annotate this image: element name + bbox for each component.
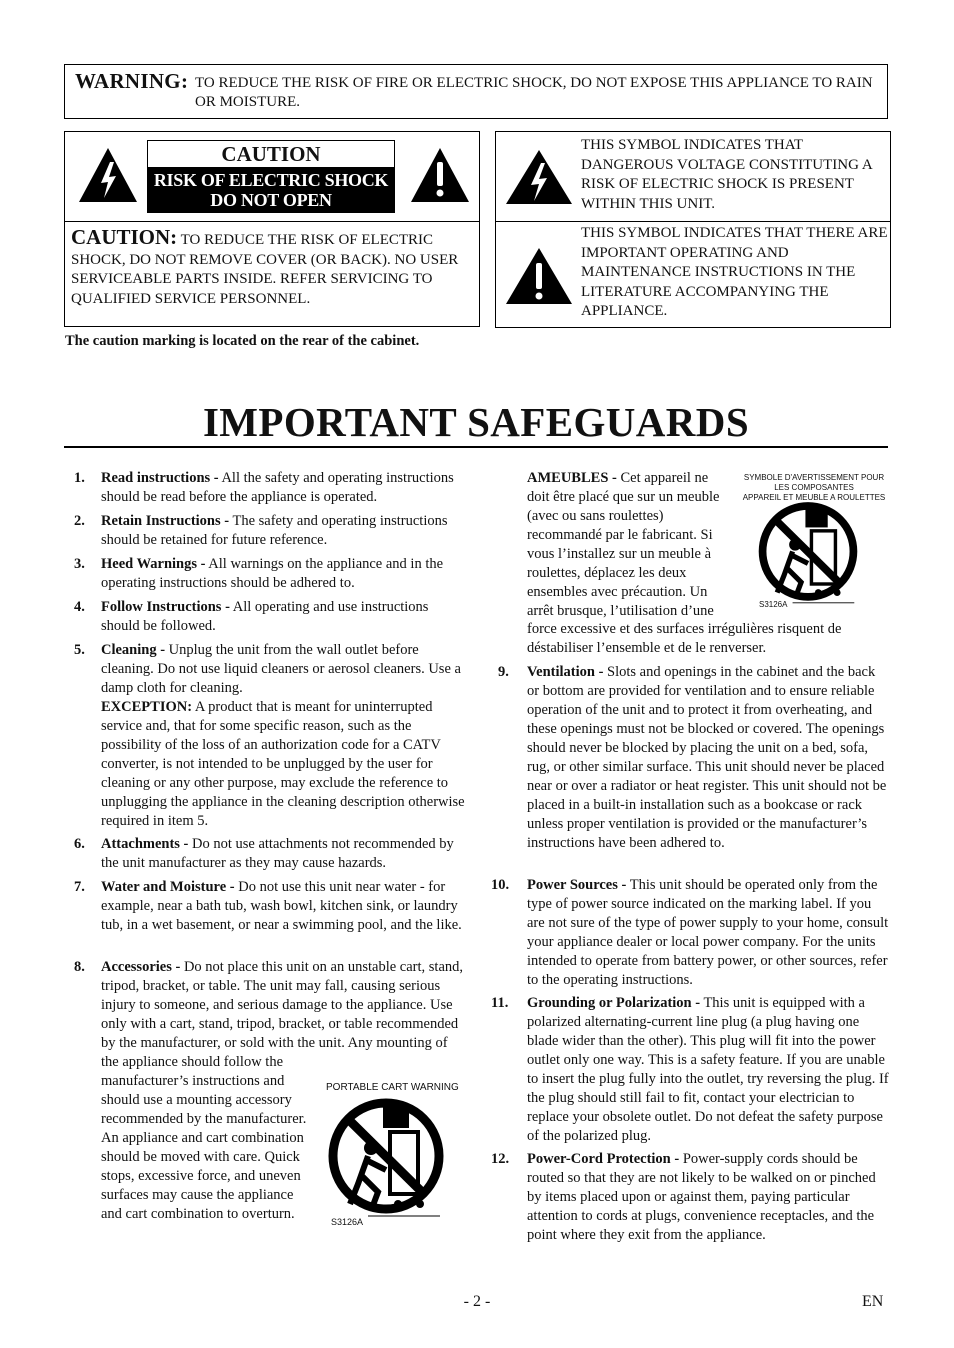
item-heading: Attachments - bbox=[101, 836, 189, 852]
caution-title: CAUTION: bbox=[71, 225, 178, 249]
caution-label-line2: DO NOT OPEN bbox=[210, 190, 332, 210]
exclamation-warning-icon bbox=[409, 146, 471, 204]
page-title: IMPORTANT SAFEGUARDS bbox=[202, 399, 750, 445]
item-text: Power-supply cords should be routed so that they are not likely to be walked on or pinched by items placed upon or against them, paying particular attention to cords at plugs, convenience receptacles, and the point where they exit from the appliance. bbox=[527, 1151, 876, 1243]
item-body bbox=[101, 598, 467, 636]
lightning-symbol-text: THIS SYMBOL INDICATES THAT DANGEROUS VOLTAGE CONSTITUTING A RISK OF ELECTRIC SHOCK IS PRESENT WITHIN THIS UNIT. bbox=[581, 137, 872, 212]
item-text: All warnings on the appliance and in the operating instructions should be adhered to. bbox=[101, 556, 444, 591]
cart-warning-caption: PORTABLE CART WARNING bbox=[326, 1082, 459, 1093]
item-text: Cet appareil ne doit être placé que sur un meuble (avec ou sans roulettes) recommandé par le fabricant. Si vous l’installez sur un meuble à roulettes, déplacez les deux ensembles avec précaution. Un arrêt brusque, l’utilisation d’une bbox=[527, 470, 720, 619]
item-heading: Read instructions - bbox=[101, 470, 219, 486]
lightning-symbol-icon bbox=[504, 148, 574, 206]
item-body bbox=[101, 835, 467, 873]
item-number: 9. bbox=[498, 664, 509, 680]
language-code: EN bbox=[862, 1293, 884, 1310]
item-number: 2. bbox=[74, 513, 85, 529]
item-heading: Grounding or Polarization - bbox=[527, 995, 701, 1011]
caution-body: TO REDUCE THE RISK OF ELECTRIC SHOCK, DO NOT REMOVE COVER (OR BACK). NO USER SERVICEABLE PARTS INSIDE. REFER SERVICING TO QUALIFIED SERVICE PERSONNEL. bbox=[71, 232, 459, 307]
item-heading: Accessories - bbox=[101, 959, 181, 975]
item-body bbox=[527, 1150, 890, 1245]
cart-warning-code: S3126A bbox=[331, 1217, 364, 1227]
symbol-legend-box bbox=[495, 131, 891, 328]
item-heading: Water and Moisture - bbox=[101, 879, 235, 895]
item-body bbox=[527, 876, 890, 990]
caution-label bbox=[147, 140, 395, 213]
item-heading: Retain Instructions - bbox=[101, 513, 230, 529]
item-body bbox=[101, 958, 467, 1072]
item-heading: Heed Warnings - bbox=[101, 556, 206, 572]
item-heading: Power-Cord Protection - bbox=[527, 1151, 680, 1167]
item-text: All operating and use instructions should be followed. bbox=[101, 599, 429, 634]
caution-box bbox=[64, 131, 480, 327]
divider bbox=[496, 221, 890, 222]
item-heading: AMEUBLES - bbox=[527, 470, 617, 486]
item-number: 1. bbox=[74, 470, 85, 486]
item-body bbox=[101, 641, 467, 831]
cart-warning-fr-code: S3126A bbox=[759, 600, 788, 609]
no-cart-tipping-icon bbox=[328, 1096, 444, 1222]
item-heading: Ventilation - bbox=[527, 664, 604, 680]
item-body bbox=[101, 555, 467, 593]
item-text: All the safety and operating instructions should be read before the appliance is operated. bbox=[101, 470, 454, 505]
page-number: - 2 - bbox=[463, 1293, 491, 1310]
divider bbox=[65, 221, 479, 222]
item-text: This unit should be operated only from the type of power source indicated on the marking label. If you are not sure of the type of power supply to your home, consult your appliance dealer or local power company. For the units intended to operate from battery power, or other sources, refer to the operating instructions. bbox=[527, 877, 889, 988]
exclamation-symbol-icon bbox=[504, 246, 574, 306]
item-text: Slots and openings in the cabinet and the back or bottom are provided for ventilation and to ensure reliable operation of the unit and to protect it from overheating, and these openings must not be blocked or covered. The openings should never be blocked by placing the unit on a bed, sofa, rug, or other similar surface. This unit should never be placed near or over a radiator or heat register. This unit should not be placed in a built-in installation such as a bookcase or rack unless proper ventilation is provided or the manufacturer’s instructions have been adhered to. bbox=[527, 664, 887, 851]
item-number: 11. bbox=[491, 995, 509, 1011]
cart-warning-fr-caption bbox=[740, 473, 888, 503]
lightning-warning-icon bbox=[77, 146, 139, 204]
item-text: Do not use this unit near water - for example, near a bath tub, wash bowl, kitchen sink, or laundry tub, in a wet basement, or near a swimming pool, and the like. bbox=[101, 879, 462, 933]
warning-title: WARNING: bbox=[75, 69, 189, 93]
item-number: 6. bbox=[74, 836, 85, 852]
item-number: 12. bbox=[491, 1151, 510, 1167]
item-body bbox=[527, 663, 889, 853]
item-number: 4. bbox=[74, 599, 85, 615]
list-item-continuation: force excessive et des surfaces irrégulières risquent de déstabiliser l’ensemble et de le renverser. bbox=[527, 621, 842, 656]
cart-warning-fr-line2: LES COMPOSANTES bbox=[774, 483, 854, 492]
item-number: 3. bbox=[74, 556, 85, 572]
item-number: 5. bbox=[74, 642, 85, 658]
item-body bbox=[101, 512, 467, 550]
item-number: 8. bbox=[74, 959, 85, 975]
item-number: 10. bbox=[491, 877, 510, 893]
caution-label-banner bbox=[148, 167, 394, 212]
item-body-narrow: manufacturer’s instructions and should use a mounting accessory recommended by the manufacturer. An appliance and cart combination should be moved with care. Quick stops, excessive force, and uneven surfaces may cause the appliance and cart combination to overturn. bbox=[101, 1073, 307, 1222]
cart-warning-fr-line1: SYMBOLE D'AVERTISSEMENT POUR bbox=[743, 473, 885, 482]
item-heading: Cleaning - bbox=[101, 642, 166, 658]
no-cart-tipping-icon-fr bbox=[756, 500, 860, 608]
exception-heading: EXCEPTION: bbox=[101, 699, 193, 715]
warning-box bbox=[64, 64, 888, 119]
caution-text bbox=[71, 225, 475, 309]
item-body bbox=[527, 469, 732, 621]
caution-label-line1: RISK OF ELECTRIC SHOCK bbox=[153, 170, 389, 190]
item-heading: Follow Instructions - bbox=[101, 599, 230, 615]
item-body bbox=[527, 994, 890, 1146]
exclamation-symbol-text: THIS SYMBOL INDICATES THAT THERE ARE IMPORTANT OPERATING AND MAINTENANCE INSTRUCTIONS IN THE LITERATURE ACCOMPANYING THE APPLIANCE. bbox=[581, 225, 888, 319]
exception-text: A product that is meant for uninterrupted service and, that for some specific reason, such as the possibility of the loss of an authorization code for a CATV converter, is not intended to be unplugged by the user for cleaning or any other purpose, may exclude the reference to unplugging the appliance in the cleaning description otherwise required in item 5. bbox=[101, 699, 465, 829]
title-rule bbox=[64, 446, 888, 448]
item-heading: Power Sources - bbox=[527, 877, 627, 893]
item-text: Do not place this unit on an unstable cart, stand, tripod, bracket, or table. The unit may fall, causing serious injury to someone, and serious damage to the appliance. Use only with a cart, stand, tripod, bracket, or table recommended by the manufacturer, or sold with the unit. Any mounting of the appliance should follow the bbox=[101, 959, 463, 1070]
warning-text: TO REDUCE THE RISK OF FIRE OR ELECTRIC SHOCK, DO NOT EXPOSE THIS APPLIANCE TO RAIN OR MOISTURE. bbox=[195, 75, 873, 110]
item-text: Do not use attachments not recommended by the unit manufacturer as they may cause hazards. bbox=[101, 836, 454, 871]
caution-label-title: CAUTION bbox=[221, 142, 321, 166]
item-text: This unit is equipped with a polarized alternating-current line plug (a plug having one blade wider than the other). This plug will fit into the power outlet only one way. This is a safety feature. If you are unable to insert the plug fully into the outlet, try reversing the plug. If the plug should still fail to fit, contact your electrician to replace your obsolete outlet. Do not defeat the safety purpose of the polarized plug. bbox=[527, 995, 889, 1144]
item-text: The safety and operating instructions should be retained for future reference. bbox=[101, 513, 448, 548]
item-number: 7. bbox=[74, 879, 85, 895]
item-body bbox=[101, 878, 467, 935]
item-text: Unplug the unit from the wall outlet before cleaning. Do not use liquid cleaners or aerosol cleaners. Use a damp cloth for cleaning. bbox=[101, 642, 461, 696]
cabinet-note: The caution marking is located on the rear of the cabinet. bbox=[65, 333, 420, 349]
cart-warning-fr-line3: APPAREIL ET MEUBLE A ROULETTES bbox=[742, 493, 886, 502]
item-body bbox=[101, 469, 467, 507]
